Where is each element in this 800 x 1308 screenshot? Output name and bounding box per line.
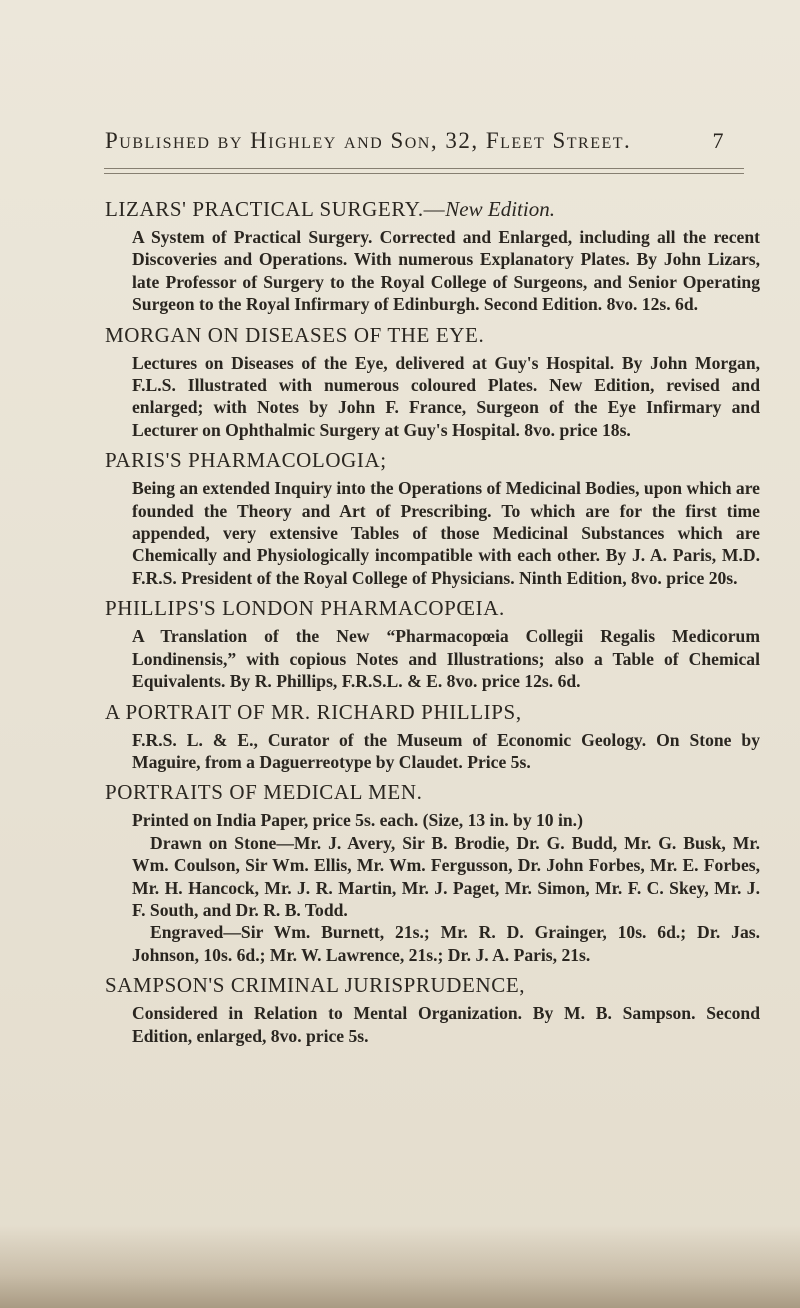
entry-body: A System of Practical Surgery. Corrected and Enlarged, including all the recent Discoveries and Operations. With numerous Explanatory Plates. By John Lizars, late Professor of Surgery to the Royal College of Surgeons, and Senior Operating Surgeon to the Royal Infirmary of Edinburgh. Second Edition. 8vo. 12s. 6d. (132, 227, 760, 315)
entry-title: A PORTRAIT OF MR. RICHARD PHILLIPS, (105, 699, 522, 724)
entry-title: LIZARS' PRACTICAL SURGERY.—New Edition. (105, 197, 555, 221)
entry-title: PARIS'S PHARMACOLOGIA; (105, 448, 387, 473)
page-number: 7 (712, 128, 725, 153)
entry-edition: New Edition. (445, 197, 555, 221)
list-item (105, 972, 760, 1047)
list-item (105, 447, 760, 589)
running-head (105, 128, 725, 154)
entry-body: Being an extended Inquiry into the Operations of Medicinal Bodies, upon which are founded the Theory and Art of Prescribing. To which are for the first time appended, very extensive Tables of those Medicinal Substances which are Chemically and Physiologically incompatible with each other. By J. A. Paris, M.D. F.R.S. President of the Royal College of Physicians. Ninth Edition, 8vo. price 20s. (132, 478, 760, 588)
entry-subparagraph: Engraved—Sir Wm. Burnett, 21s.; Mr. R. D. Grainger, 10s. 6d.; Dr. Jas. Johnson, 10s. 6d.; Mr. W. Lawrence, 21s.; Dr. J. A. Paris, 21s. (132, 922, 760, 965)
list-item (105, 699, 760, 774)
running-head-text: Published by Highley and Son, 32, Fleet Street. (105, 128, 632, 153)
entry-title: MORGAN ON DISEASES OF THE EYE. (105, 322, 485, 347)
advertisement-list (105, 196, 760, 1053)
list-item (105, 595, 760, 692)
entry-body: Lectures on Diseases of the Eye, delivered at Guy's Hospital. By John Morgan, F.L.S. Illustrated with numerous coloured Plates. New Edition, revised and enlarged; with Notes by John F. France, Surgeon of the Eye Infirmary and Lecturer on Ophthalmic Surgery at Guy's Hospital. 8vo. price 18s. (132, 352, 760, 440)
entry-title: PORTRAITS OF MEDICAL MEN. (105, 780, 423, 805)
entry-subparagraph: Drawn on Stone—Mr. J. Avery, Sir B. Brodie, Dr. G. Budd, Mr. G. Busk, Mr. Wm. Coulson, Sir Wm. Ellis, Mr. Wm. Fergusson, Dr. John Forbes, Mr. E. Forbes, Mr. H. Hancock, Mr. J. R. Martin, Mr. J. Paget, Mr. Simon, Mr. F. C. Skey, Mr. J. F. South, and Dr. R. B. Todd. (132, 832, 760, 920)
entry-body: A Translation of the New “Pharmacopœia Collegii Regalis Medicorum Londinensis,” with copious Notes and Illustrations; also a Table of Chemical Equivalents. By R. Phillips, F.R.S.L. & E. 8vo. price 12s. 6d. (132, 626, 760, 692)
entry-body: Printed on India Paper, price 5s. each. (Size, 13 in. by 10 in.) Drawn on Stone—Mr. J. Avery, Sir B. Brodie, Dr. G. Budd, Mr. G. Busk, Mr. Wm. Coulson, Sir Wm. Ellis, Mr. Wm. Fergusson, Dr. John Forbes, Mr. E. Forbes, Mr. H. Hancock, Mr. J. R. Martin, Mr. J. Paget, Mr. Simon, Mr. F. C. Skey, Mr. J. F. South, and Dr. R. B. Todd. Engraved—Sir Wm. Burnett, 21s.; Mr. R. D. Grainger, 10s. 6d.; Dr. Jas. Johnson, 10s. 6d.; Mr. W. Lawrence, 21s.; Dr. J. A. Paris, 21s. (132, 810, 760, 965)
entry-title: PHILLIPS'S LONDON PHARMACOPŒIA. (105, 596, 505, 621)
list-item (105, 322, 760, 442)
list-item (105, 196, 760, 316)
page-stain (0, 1225, 800, 1308)
header-rule (104, 168, 744, 174)
entry-body: F.R.S. L. & E., Curator of the Museum of Economic Geology. On Stone by Maguire, from a Daguerreotype by Claudet. Price 5s. (132, 729, 760, 772)
entry-body: Considered in Relation to Mental Organization. By M. B. Sampson. Second Edition, enlarged, 8vo. price 5s. (132, 1003, 760, 1046)
entry-title: SAMPSON'S CRIMINAL JURISPRUDENCE, (105, 973, 526, 998)
list-item (105, 779, 760, 966)
